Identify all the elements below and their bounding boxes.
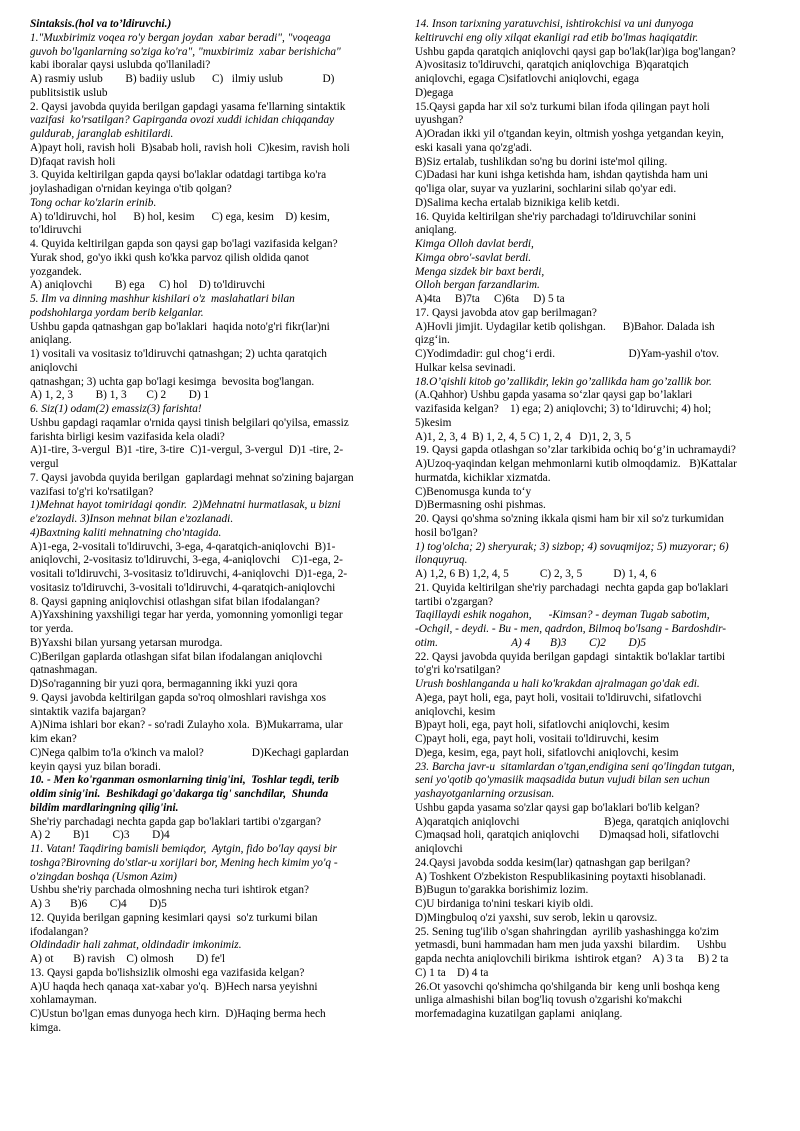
left-text-line: A) 3 B)6 C)4 D)5 xyxy=(30,898,167,910)
left-text-line: podshohlarga yordam berib kelganlar. xyxy=(30,306,204,319)
left-text-line: farishta birligi kesim vazifasida kela oladi? xyxy=(30,430,225,443)
left-text-line: aniqlovchi, 2-vositasiz to'ldiruvchi, 3-ega, 4-aniqlovchi C)1-ega, 2- xyxy=(30,554,343,567)
left-text-line: 11. Vatan! Taqdiring bamisli bemiqdor, Aytgin, fido bo'lay qaysi bir xyxy=(30,843,337,855)
left-text-line: to'ldiruvchi xyxy=(30,224,82,237)
left-text-line: aniqlang. xyxy=(30,334,72,347)
right-column xyxy=(415,18,775,1022)
left-text-line: 7. Qaysi javobda quyida berilgan gaplardagi mehnat so'zining bajargan xyxy=(30,471,354,484)
right-text-line: A)1, 2, 3, 4 B) 1, 2, 4, 5 C) 1, 2, 4 D)1, 2, 3, 5 xyxy=(415,430,631,443)
left-text-line: 2. Qaysi javobda quyida berilgan gapdagi yasama fe'llarning sintaktik xyxy=(30,100,346,113)
right-text-line: D)Mingbuloq o'zi yaxshi, suv serob, lekin u qarovsiz. xyxy=(415,911,658,924)
left-text-line: 1) vositali va vositasiz to'ldiruvchi qatnashgan; 2) uchta qaratqich xyxy=(30,348,327,360)
left-text-line: 6. Siz(1) odam(2) emassiz(3) farishta! xyxy=(30,403,202,415)
right-text-line: 24.Qaysi javobda sodda kesim(lar) qatnashgan gap berilgan? xyxy=(415,856,691,869)
left-text-line: D)faqat ravish holi xyxy=(30,155,116,168)
right-text-line: A)ega, payt holi, ega, payt holi, vositaii to'ldiruvchi, sifatlovchi xyxy=(415,691,702,704)
right-text-line: qo'liga olar, suyar va yuzlarini, sochlarini silab qo'yar edi. xyxy=(415,183,677,195)
right-text-line: aniqlovchi xyxy=(415,843,463,855)
right-text-line: 21. Quyida keltirilgan she'riy parchadagi nechta gapda gap bo'laklari xyxy=(415,581,729,594)
right-text-line: 26.Ot yasovchi qo'shimcha qo'shilganda bir keng unli boshqa keng xyxy=(415,980,720,993)
left-text-line: 1."Muxbirimiz voqea ro'y bergan joydan xabar beradi", "voqeaga xyxy=(30,31,331,44)
left-text-line: 4)Baxtning kaliti mehnatning cho'ntagida. xyxy=(30,526,222,539)
left-text-line: kim ekan? xyxy=(30,733,77,745)
left-text-line: 1)Mehnat hayot tomiridagi qondir. 2)Mehnatni hurmatlasak, u bizni xyxy=(30,499,341,512)
right-text-line: C)payt holi, ega, payt holi, vositaii to'ldiruvchi, kesim xyxy=(415,733,659,745)
right-text-line: 1) tog'olcha; 2) sheryurak; 3) sizbop; 4) sovuqmijoz; 5) muzyorar; 6) xyxy=(415,540,729,553)
left-text-line: toshga?Birovning do'stlar-u xorijlari bor, Mening hech kimim yo'q - xyxy=(30,856,338,869)
right-text-line: Taqillaydi eshik nogahon, -Kimsan? - deyman Tugab sabotim, xyxy=(415,609,710,622)
right-text-line: A) 1,2, 6 B) 1,2, 4, 5 C) 2, 3, 5 D) 1, 4, 6 xyxy=(415,568,657,580)
right-text-line: A)vositasiz to'ldiruvchi, qaratqich aniqlovchiga B)qaratqich xyxy=(415,59,689,72)
right-text-line: A)Hovli jimjit. Uydagilar ketib qolishgan. B)Bahor. Dalada ish xyxy=(415,320,715,333)
left-text-line: vositasiz to'ldiruvchi, 3-vositali to'ldiruvchi, 4-qaratqich-aniqlovchi xyxy=(30,581,336,594)
right-text-line: Hulkar kelsa sevinadi. xyxy=(415,361,516,374)
left-text-line: yozgandek. xyxy=(30,265,82,278)
left-text-line: guvoh bo'lganlarning so'ziga ko'ra", "muxbirimiz xabar berishicha" xyxy=(30,45,341,58)
left-text-line: 4. Quyida keltirilgan gapda son qaysi gap bo'lagi vazifasida kelgan? xyxy=(30,238,338,250)
right-text-line: 16. Quyida keltirilgan she'riy parchadagi to'ldiruvchilar sonini xyxy=(415,210,697,223)
right-text-line: 25. Sening tug'ilib o'sgan shahringdan ayrilib yashashingga ko'zim xyxy=(415,925,719,938)
right-text-line: A)Oradan ikki yil o'tgandan keyin, oltmish yoshga yetgandan keyin, xyxy=(415,128,724,140)
right-text-line: D)ega, kesim, ega, payt holi, sifatlovchi aniqlovchi, kesim xyxy=(415,746,679,759)
right-text-line: Ushbu gapda yasama so'zlar qaysi gap bo'laklari bo'lib kelgan? xyxy=(415,801,700,814)
left-text-line: D)So'raganning bir yuzi qora, bermaganning ikki yuzi qora xyxy=(30,678,298,690)
left-column xyxy=(30,18,392,1036)
left-text-line: A)Nima ishlari bor ekan? - so'radi Zulayho xola. B)Mukarrama, ular xyxy=(30,719,343,732)
right-text-line: B)payt holi, ega, payt holi, sifatlovchi aniqlovchi, kesim xyxy=(415,719,670,732)
right-text-line: B)Siz ertalab, tushlikdan so'ng bu dorini iste'mol qiling. xyxy=(415,155,668,168)
right-text-line: A)4ta B)7ta C)6ta D) 5 ta xyxy=(415,293,565,305)
right-text-line: A)qaratqich aniqlovchi B)ega, qaratqich aniqlovchi xyxy=(415,815,730,828)
right-text-line: C)U birdaniga to'nini teskari kiyib oldi. xyxy=(415,898,594,910)
right-text-line: 15.Qaysi gapda har xil so'z turkumi bilan ifoda qilingan payt holi xyxy=(415,100,710,113)
left-text-line: 10. - Men ko'rganman osmonlarning tinig'ini, Toshlar tegdi, terib xyxy=(30,774,340,787)
right-text-line: 22. Qaysi javobda quyida berilgan gapdagi sintaktik bo'laklar tartibi xyxy=(415,650,726,663)
right-text-line: C)maqsad holi, qaratqich aniqlovchi D)maqsad holi, sifatlovchi xyxy=(415,829,720,842)
right-text-line: 23. Barcha javr-u sitamlardan o'tgan,endigina seni qo'lingdan tutgan, xyxy=(415,760,735,773)
left-text-line: 13. Qaysi gapda bo'lishsizlik olmoshi ega vazifasida kelgan? xyxy=(30,966,305,979)
left-text-line: qatnashgan; 3) uchta gap bo'lagi kesimga bevosita bog'langan. xyxy=(30,375,315,388)
left-text-line: 9. Qaysi javobda keltirilgan gapda so'roq olmoshlari ravishga xos xyxy=(30,691,327,704)
right-text-line: gapda nechta aniqlovchili birikma ishtirok etgan? A) 3 ta B) 2 ta xyxy=(415,953,729,965)
left-text-line: vazifasi ko'rsatilgan? Gapirganda ovozi xuddi ichidan chiqqanday xyxy=(30,114,335,127)
left-text-line: Tong ochar ko'zlarin erinib. xyxy=(30,196,157,209)
right-text-line: D)egaga xyxy=(415,86,454,99)
left-text-line: A)1-tire, 3-vergul B)1 -tire, 3-tire C)1-vergul, 3-vergul D)1 -tire, 2- xyxy=(30,444,344,457)
right-text-line: A)Uzoq-yaqindan kelgan mehmonlarni kutib olmoqdamiz. B)Kattalar xyxy=(415,458,737,470)
left-text-line: B)Yaxshi bilan yursang yetarsan murodga. xyxy=(30,636,223,649)
right-text-line: yetmasdi, buni hammadan ham men juda yaxshi bilardim. Ushbu xyxy=(415,939,727,952)
right-text-line: aniqlovchi, egaga C)sifatlovchi aniqlovchi, egaga xyxy=(415,73,639,85)
right-text-line: 5)kesim xyxy=(415,416,452,429)
right-text-line: Ushbu gapda qaratqich aniqlovchi qaysi gap bo'lak(lar)iga bog'langan? xyxy=(415,45,736,58)
left-text-line: 12. Quyida berilgan gapning kesimlari qaysi so'z turkumi bilan xyxy=(30,911,318,924)
left-text-line: vergul xyxy=(30,458,59,470)
left-text-line: Oldindadir hali zahmat, oldindadir imkonimiz. xyxy=(30,939,242,952)
right-text-line: yashayotganlarning orzusisan. xyxy=(415,788,555,800)
left-text-line: 8. Qaysi gapning aniqlovchisi otlashgan sifat bilan ifodalangan? xyxy=(30,595,320,608)
right-text-line: otim. A) 4 B)3 C)2 D)5 xyxy=(415,636,647,649)
right-text-line: A) Toshkent O'zbekiston Respublikasining poytaxti hisoblanadi. xyxy=(415,870,706,883)
left-text-line: A) 1, 2, 3 B) 1, 3 C) 2 D) 1 xyxy=(30,389,210,402)
left-text-line: C)Berilgan gaplarda otlashgan sifat bilan ifodalangan aniqlovchi xyxy=(30,650,323,663)
right-text-line: B)Bugun to'garakka borishimiz lozim. xyxy=(415,884,589,897)
right-text-line: 14. Inson tarixning yaratuvchisi, ishtirokchisi va uni dunyoga xyxy=(415,18,694,30)
left-text-line: Sintaksis.(hol va to’ldiruvchi.) xyxy=(30,18,172,30)
right-text-line: C)Yodimdadir: gul chog‘i erdi. D)Yam-yashil o'tov. xyxy=(415,348,720,360)
left-text-line: keyin qaysi yuz bilan boradi. xyxy=(30,760,161,773)
left-text-line: aniqlovchi xyxy=(30,361,78,374)
right-text-line: eski kasali yana qo'zg'adi. xyxy=(415,141,533,154)
right-text-line: seni yo'qotib qo'ymasiik maqsadida butun vujudi bilan sen uchun xyxy=(415,774,710,787)
left-text-line: e'zozlaydi. 3)Inson mehnat bilan e'zozlanadi. xyxy=(30,513,234,525)
right-text-line: vazifasida kelgan? 1) ega; 2) aniqlovchi; 3) to‘ldiruvchi; 4) hol; xyxy=(415,403,712,415)
right-text-line: to'g'ri ko'rsatilgan? xyxy=(415,664,501,677)
left-text-line: She'riy parchadagi nechta gapda gap bo'laklari tartibi o'zgargan? xyxy=(30,815,322,828)
left-text-line: Ushbu she'riy parchada olmoshning necha turi ishtirok etgan? xyxy=(30,884,310,897)
right-text-line: (A.Qahhor) Ushbu gapda yasama so‘zlar qaysi gap bo’laklari xyxy=(415,389,693,402)
right-text-line: C)Dadasi har kuni ishga ketishda ham, ishdan qaytishda ham uni xyxy=(415,169,709,182)
left-text-line: kimga. xyxy=(30,1021,62,1034)
right-text-line: Urush boshlanganda u hali ko'krakdan ajralmagan go'dak edi. xyxy=(415,678,700,690)
left-text-line: guldurab, jaranglab eshitilardi. xyxy=(30,128,174,140)
right-text-line: qizg‘in. xyxy=(415,334,450,347)
left-text-line: A)Yaxshining yaxshiligi tegar har yerda, yomonning yomonligi tegar xyxy=(30,609,343,622)
left-text-line: xohlamayman. xyxy=(30,994,97,1007)
right-text-line: hosil bo'lgan? xyxy=(415,526,478,539)
right-text-line: 17. Qaysi javobda atov gap berilmagan? xyxy=(415,306,597,319)
left-text-line: 3. Quyida keltirilgan gapda qaysi bo'laklar odatdagi tartibga ko'ra xyxy=(30,169,327,182)
right-text-line: C) 1 ta D) 4 ta xyxy=(415,966,489,979)
left-text-line: A) 2 B)1 C)3 D)4 xyxy=(30,829,170,842)
left-text-line: vositali to'ldiruvchi, 3-vositasiz to'ldiruvchi, 4-aniqlovchi D)1-ega, 2- xyxy=(30,568,348,580)
right-text-line: 18.O’qishli kitob go’zallikdir, lekin go’zallikda ham go’zallik bor. xyxy=(415,375,712,388)
left-text-line: A) to'ldiruvchi, hol B) hol, kesim C) ega, kesim D) kesim, xyxy=(30,210,330,223)
left-text-line: Yurak shod, go'yo ikki qush ko'kka parvoz qilish oldida qanot xyxy=(30,251,309,264)
left-text-line: o'zingdan boshqa (Usmon Azim) xyxy=(30,870,177,883)
right-text-line: uyushgan? xyxy=(415,114,464,127)
left-text-line: publitsistik uslub xyxy=(30,86,108,99)
left-text-line: joylashadigan o'rnidan keyinga o'tib qolgan? xyxy=(30,183,232,195)
right-text-line: tartibi o'zgargan? xyxy=(415,595,494,608)
left-text-line: bildim mardlaringning qilig'ini. xyxy=(30,801,179,814)
left-text-line: sintaktik vazifa bajargan? xyxy=(30,705,146,718)
left-text-line: kabi iboralar qaysi uslubda qo'llaniladi? xyxy=(30,59,211,72)
left-text-line: ifodalangan? xyxy=(30,925,89,938)
right-text-line: ilonquyruq. xyxy=(415,554,468,567)
left-text-line: A) ot B) ravish C) olmosh D) fe'l xyxy=(30,953,226,965)
left-text-line: Ushbu gapda qatnashgan gap bo'laklari haqida noto'g'ri fikr(lar)ni xyxy=(30,320,330,333)
left-text-line: A)1-ega, 2-vositali to'ldiruvchi, 3-ega, 4-qaratqich-aniqlovchi B)1- xyxy=(30,540,336,553)
left-text-line: tor yerda. xyxy=(30,623,74,635)
right-text-line: 19. Qaysi gapda otlashgan so’zlar tarkibida ochiq bo‘g’in uchramaydi? xyxy=(415,444,736,457)
right-text-line: hurmatda, kichiklar xizmatda. xyxy=(415,471,551,484)
right-text-line: unliga almashishi bilan bog'liq tovush o'zgarishi ko'makchi xyxy=(415,994,683,1007)
right-text-line: D)Bermasning oshi pishmas. xyxy=(415,499,546,512)
right-text-line: Olloh bergan farzandlarim. xyxy=(415,279,540,292)
left-text-line: A)U haqda hech qanaqa xat-xabar yo'q. B)Hech narsa yeyishni xyxy=(30,980,318,993)
right-text-line: Kimga obro'-savlat berdi. xyxy=(415,251,532,264)
right-text-line: Menga sizdek bir baxt berdi, xyxy=(415,265,545,278)
left-text-line: C)Nega qalbim to'la o'kinch va malol? D)Kechagi gaplardan xyxy=(30,746,349,759)
right-text-line: D)Salima kecha ertalab biznikiga kelib ketdi. xyxy=(415,196,620,209)
left-text-line: Ushbu gapdagi raqamlar o'rnida qaysi tinish belgilari qo'yilsa, emassiz xyxy=(30,416,349,429)
left-text-line: C)Ustun bo'lgan emas dunyoga hech kirn. D)Haqing berma hech xyxy=(30,1008,326,1020)
left-text-line: oldim sinig'ini. Beshikdagi go'dakarga tig' sanchdilar, Shunda xyxy=(30,788,329,800)
right-text-line: -Ochgil, - deydi. - Bu - men, qadrdon, Bilmoq bo'lsang - Bardoshdir- xyxy=(415,623,727,635)
left-text-line: 5. Ilm va dinning mashhur kishilari o'z maslahatlari bilan xyxy=(30,293,295,305)
right-text-line: aniqlovchi, kesim xyxy=(415,705,496,718)
left-text-line: A) aniqlovchi B) ega C) hol D) to'ldiruvchi xyxy=(30,279,266,292)
right-text-line: keltiruvchi eng oliy xilqat ekanligi rad etib bo'lmas haqiqatdir. xyxy=(415,31,699,44)
right-text-line: Kimga Olloh davlat berdi, xyxy=(415,238,534,250)
right-text-line: C)Benomusga kunda to‘y xyxy=(415,485,532,498)
left-text-line: qatnashmagan. xyxy=(30,664,98,677)
left-text-line: A) rasmiy uslub B) badiiy uslub C) ilmiy uslub D) xyxy=(30,73,335,85)
right-text-line: morfemadagina kuzatilgan gaplami aniqlang. xyxy=(415,1008,623,1020)
left-text-line: A)payt holi, ravish holi B)sabab holi, ravish holi C)kesim, ravish holi xyxy=(30,141,350,154)
right-text-line: aniqlang. xyxy=(415,224,457,237)
right-text-line: 20. Qaysi qo'shma so'zning ikkala qismi ham bir xil so'z turkumidan xyxy=(415,513,724,525)
left-text-line: vazifasi to'g'ri ko'rsatilgan? xyxy=(30,485,154,498)
